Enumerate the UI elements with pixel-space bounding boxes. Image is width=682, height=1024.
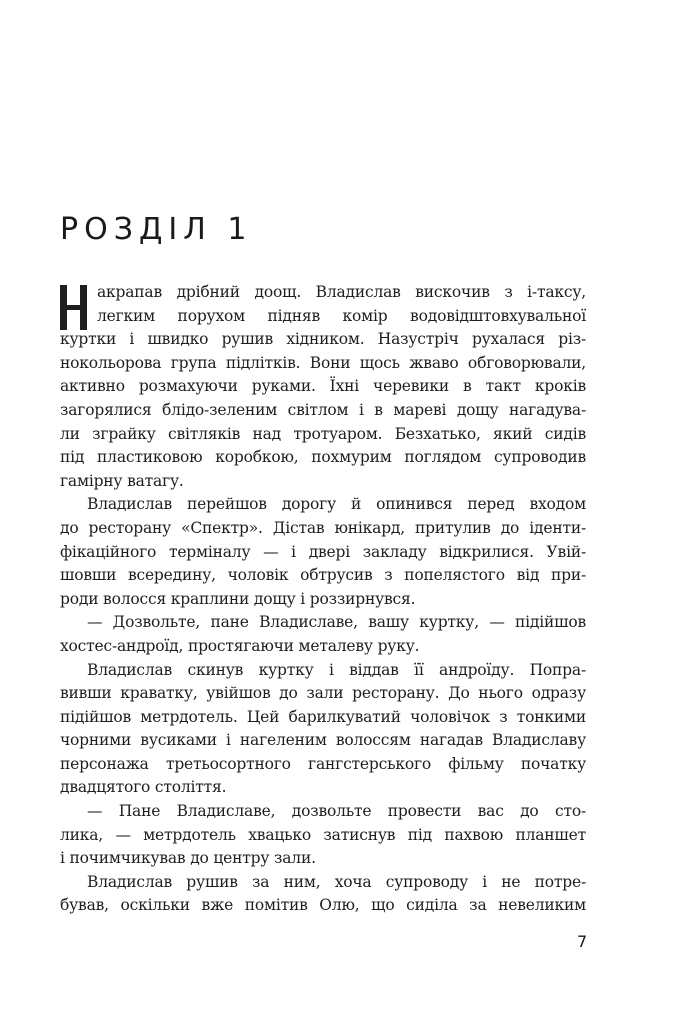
text-line: Владислав скинув куртку і віддав її андроїду. Попра-: [87, 660, 586, 679]
text-line: ли зграйку світляків над тротуаром. Безхатько, який сидів: [60, 424, 586, 443]
text-line: лика, — метрдотель хвацько затиснув під пахвою планшет: [60, 825, 586, 844]
text-line: — Дозвольте, пане Владиславе, вашу куртку, — підійшов: [87, 613, 586, 632]
text-line: підійшов метрдотель. Цей барилкуватий чоловічок з тонкими: [60, 707, 586, 726]
text-line: Владислав рушив за ним, хоча супроводу і не потре-: [87, 872, 586, 891]
text-line: легким порухом підняв комір водовідштовхувальної: [97, 306, 586, 325]
text-line: шовши всередину, чоловік обтрусив з попелястого від при-: [60, 566, 586, 585]
text-line: загорялися блідо-зеленим світлом і в мареві дощу нагадува-: [60, 400, 586, 419]
text-line: персонажа третьосортного гангстерського фільму початку: [60, 754, 586, 773]
text-line: куртки і швидко рушив хідником. Назустріч рухалася різ-: [60, 330, 586, 349]
text-line: вивши краватку, увійшов до зали ресторану. До нього одразу: [60, 684, 586, 703]
text-line: активно розмахуючи руками. Їхні черевики в такт кроків: [60, 377, 586, 396]
text-line: Владислав перейшов дорогу й опинився перед входом: [87, 495, 586, 514]
text-line: чорними вусиками і нагеленим волоссям нагадав Владиславу: [60, 731, 586, 750]
page-number: 7: [577, 932, 588, 951]
text-line: фікаційного терміналу — і двері закладу відкрилися. Увій-: [60, 542, 586, 561]
text-line: двадцятого століття.: [60, 778, 227, 797]
text-line: — Пане Владиславе, дозвольте провести вас до сто-: [87, 802, 586, 821]
text-line: і почимчикував до центру зали.: [60, 849, 316, 868]
text-line: нокольорова група підлітків. Вони щось жваво обговорювали,: [60, 353, 586, 372]
body-text: [60, 281, 586, 918]
text-line: бував, оскільки вже помітив Олю, що сиділа за невеликим: [60, 896, 586, 915]
text-line: гамірну ватагу.: [60, 471, 184, 490]
text-line: хостес-андроїд, простягаючи металеву руку.: [60, 636, 420, 655]
text-line: акрапав дрібний доощ. Владислав вискочив з і-таксу,: [97, 283, 586, 301]
text-line: роди волосся краплини дощу і роззирнувся.: [60, 589, 416, 608]
chapter-title: РОЗДІЛ 1: [60, 212, 253, 247]
text-line: до ресторану «Спектр». Дістав юнікард, притулив до іденти-: [60, 518, 586, 537]
text-line: під пластиковою коробкою, похмурим поглядом супроводив: [60, 448, 586, 467]
